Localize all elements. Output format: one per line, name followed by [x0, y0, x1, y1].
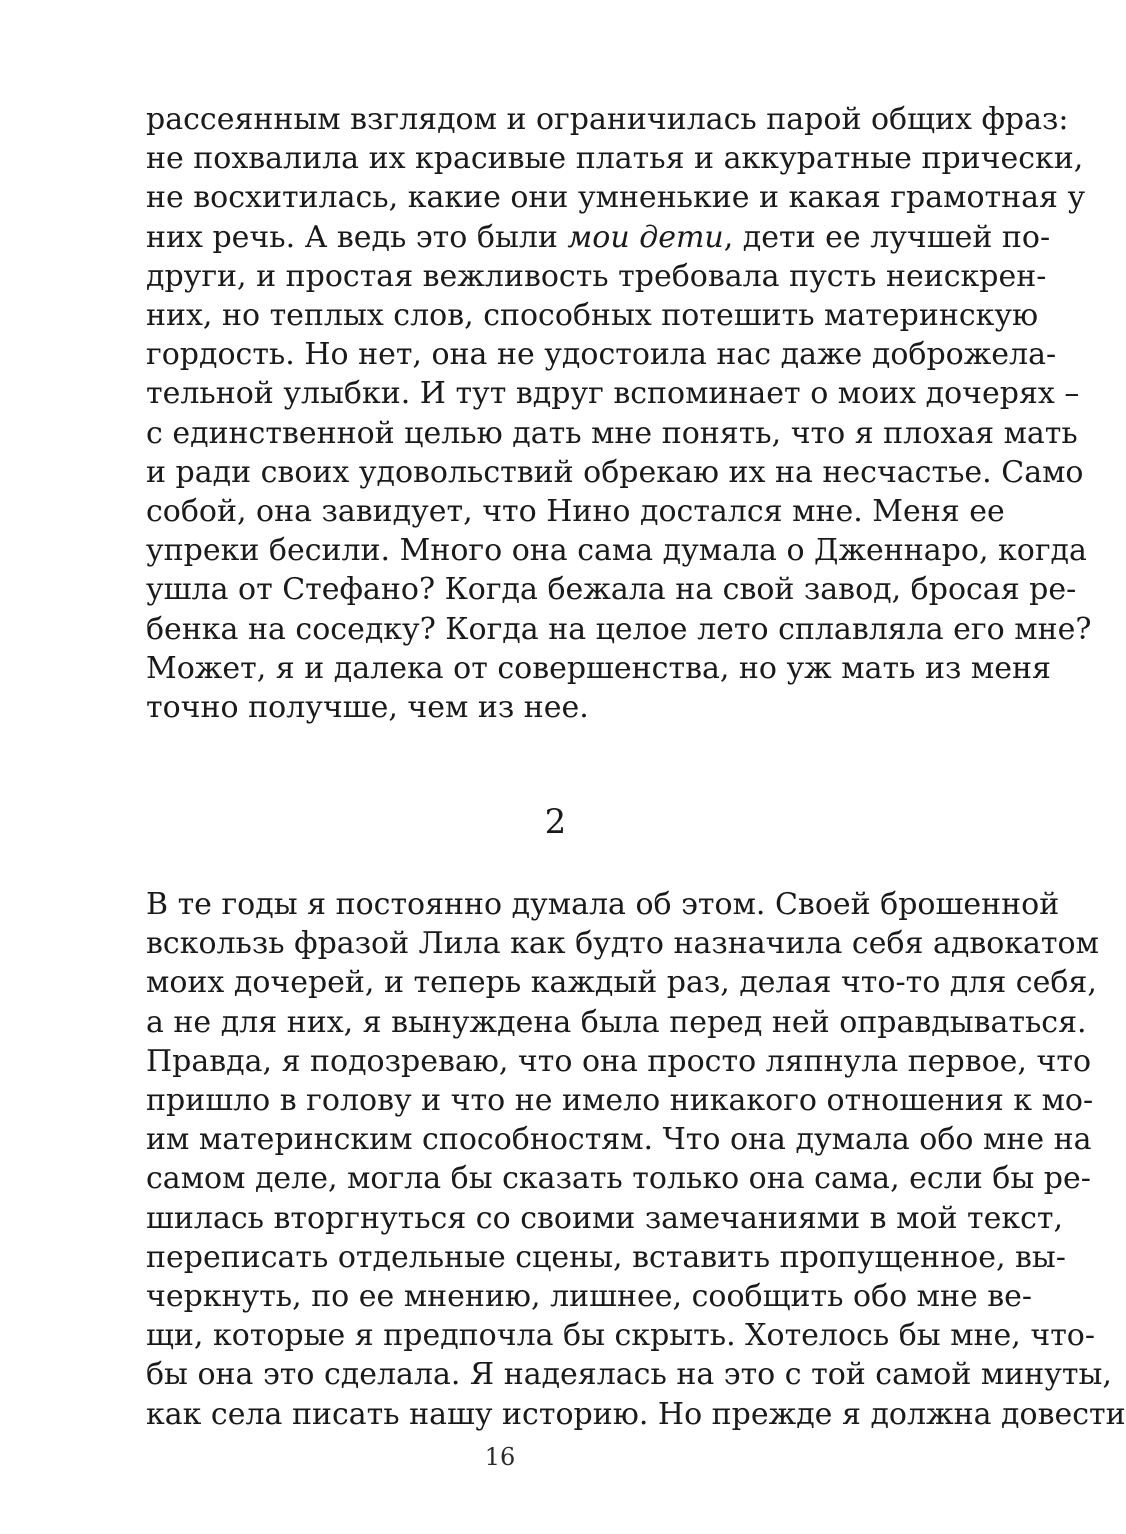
text-line: бы она это сделала. Я надеялась на это с той самой минуты,: [146, 1357, 1112, 1393]
text-segment: них речь. А ведь это были: [146, 219, 568, 255]
paragraph-2: [146, 885, 1126, 1434]
paragraph-1: [146, 100, 1092, 727]
text-line: вскользь фразой Лила как будто назначила себя адвокатом: [146, 926, 1099, 962]
text-line: гордость. Но нет, она не удостоила нас даже доброжела-: [146, 337, 1057, 373]
text-line: них, но теплых слов, способных потешить материнскую: [146, 298, 1039, 334]
text-line: други, и простая вежливость требовала пусть неискрен-: [146, 258, 1047, 294]
text-line: рассеянным взглядом и ограничилась парой общих фраз:: [146, 102, 1069, 137]
emphasis-text: мои дети: [567, 219, 724, 255]
text-line: им материнским способностям. Что она думала обо мне на: [146, 1122, 1092, 1158]
text-line: тельной улыбки. И тут вдруг вспоминает о моих дочерях –: [146, 376, 1080, 412]
text-line: пришло в голову и что не имело никакого отношения к мо-: [146, 1083, 1094, 1119]
text-line: собой, она завидует, что Нино достался мне. Меня ее: [146, 494, 1005, 530]
text-segment: , дети ее лучшей по-: [723, 219, 1051, 255]
text-line: самом деле, могла бы сказать только она сама, если бы ре-: [146, 1161, 1091, 1197]
text-line: упреки бесили. Много она сама думала о Дженнаро, когда: [146, 533, 1087, 569]
text-line: В те годы я постоянно думала об этом. Своей брошенной: [146, 887, 1060, 922]
text-line: черкнуть, по ее мнению, лишнее, сообщить обо мне ве-: [146, 1279, 1033, 1315]
text-line: не восхитилась, какие они умненькие и какая грамотная у: [146, 180, 1086, 216]
chapter-number: 2: [544, 802, 568, 842]
text-line: переписать отдельные сцены, вставить пропущенное, вы-: [146, 1239, 1066, 1275]
text-line: точно получше, чем из нее.: [146, 690, 589, 726]
text-line: ушла от Стефано? Когда бежала на свой завод, бросая ре-: [146, 572, 1077, 608]
text-line: с единственной целью дать мне понять, что я плохая мать: [146, 415, 1078, 451]
text-line: как села писать нашу историю. Но прежде я должна довести: [146, 1396, 1126, 1432]
text-line: и ради своих удовольствий обрекаю их на несчастье. Само: [146, 454, 1084, 490]
text-line: а не для них, я вынуждена была перед ней оправдываться.: [146, 1004, 1087, 1040]
text-line: Может, я и далека от совершенства, но уж мать из меня: [146, 650, 1051, 686]
text-line: щи, которые я предпочла бы скрыть. Хотелось бы мне, что-: [146, 1318, 1095, 1354]
text-line: моих дочерей, и теперь каждый раз, делая что-то для себя,: [146, 965, 1097, 1001]
page-number: 16: [484, 1443, 516, 1471]
text-line: не похвалила их красивые платья и аккуратные прически,: [146, 141, 1084, 177]
text-line-with-emphasis: [146, 218, 1051, 257]
text-line: шилась вторгнуться со своими замечаниями в мой текст,: [146, 1200, 1064, 1236]
text-line: бенка на соседку? Когда на целое лето сплавляла его мне?: [146, 611, 1092, 647]
book-page: [146, 100, 1126, 1432]
text-line: Правда, я подозреваю, что она просто ляпнула первое, что: [146, 1043, 1091, 1079]
